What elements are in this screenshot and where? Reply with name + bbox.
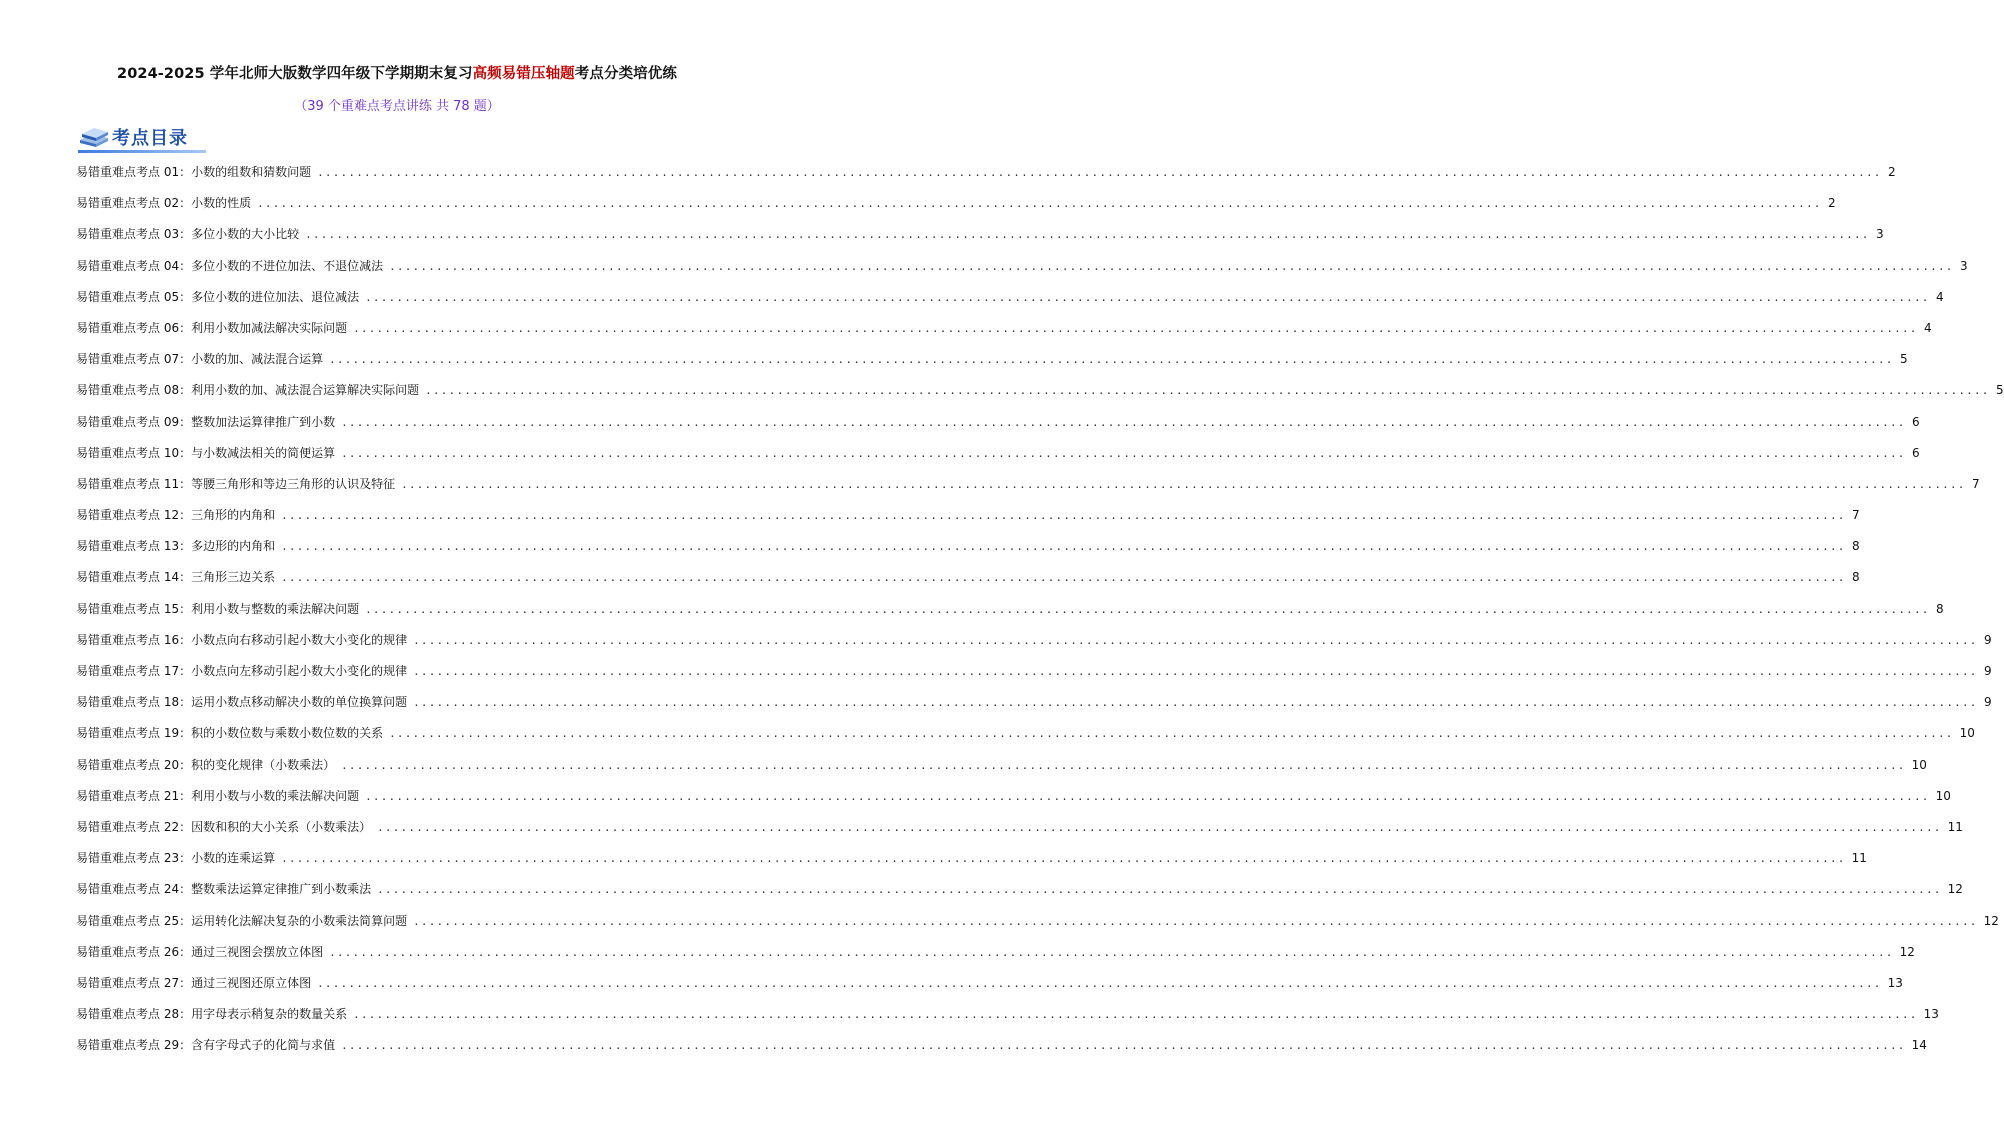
toc-page-number: 12	[1947, 882, 1963, 897]
toc-page-number: 5	[1899, 352, 1908, 367]
toc-dot-leader: ........................................................................................................................................................................................................	[341, 446, 1906, 460]
page-title	[0, 62, 794, 83]
title-prefix: 2024-2025 学年北师大版数学四年级下学期期末复习	[117, 66, 473, 82]
toc-entry-label: 易错重难点考点 08：利用小数的加、减法混合运算解决实际问题	[76, 383, 420, 398]
toc-dot-leader: ........................................................................................................................................................................................................	[341, 758, 1906, 772]
toc-dot-leader: ........................................................................................................................................................................................................	[317, 976, 1882, 990]
toc-page-number: 6	[1911, 414, 1920, 429]
toc-entry[interactable]	[76, 413, 1920, 444]
toc-dot-leader: ........................................................................................................................................................................................................	[305, 228, 1870, 242]
toc-dot-leader: ........................................................................................................................................................................................................	[353, 1008, 1918, 1022]
toc-entry-label: 易错重难点考点 01：小数的组数和猜数问题	[76, 165, 312, 179]
toc-entry-label: 易错重难点考点 25：运用转化法解决复杂的小数乘法简算问题	[76, 913, 408, 928]
toc-page-number: 10	[1959, 726, 1975, 741]
toc-page-number: 3	[1959, 258, 1968, 273]
toc-entry-label: 易错重难点考点 20：积的变化规律（小数乘法）	[76, 757, 336, 772]
toc-entry-label: 易错重难点考点 28：用字母表示稍复杂的数量关系	[76, 1007, 348, 1022]
toc-entry-label: 易错重难点考点 18：运用小数点移动解决小数的单位换算问题	[76, 695, 408, 710]
toc-page-number: 8	[1935, 601, 1944, 616]
toc-page-number: 4	[1923, 320, 1932, 335]
toc-dot-leader: ........................................................................................................................................................................................................	[341, 1039, 1906, 1053]
toc-dot-leader: ........................................................................................................................................................................................................	[365, 602, 1930, 616]
toc-entry-label: 易错重难点考点 22：因数和积的大小关系（小数乘法）	[76, 819, 372, 834]
toc-dot-leader: ........................................................................................................................................................................................................	[377, 820, 1942, 834]
toc-entry-label: 易错重难点考点 06：利用小数加减法解决实际问题	[76, 320, 348, 335]
toc-entry-label: 易错重难点考点 03：多位小数的大小比较	[76, 227, 300, 242]
toc-entry-label: 易错重难点考点 21：利用小数与小数的乘法解决问题	[76, 788, 360, 803]
toc-entry-label: 易错重难点考点 15：利用小数与整数的乘法解决问题	[76, 601, 360, 616]
toc-page-number: 12	[1983, 913, 1999, 928]
title-highlight: 高频易错压轴题	[472, 66, 575, 82]
toc-entry-label: 易错重难点考点 13：多边形的内角和	[76, 539, 276, 554]
toc-dot-leader: ........................................................................................................................................................................................................	[389, 727, 1954, 741]
toc-entry-label: 易错重难点考点 02：小数的性质	[76, 196, 252, 211]
toc-entry[interactable]	[76, 225, 1884, 256]
toc-dot-leader: ........................................................................................................................................................................................................	[281, 540, 1846, 554]
toc-dot-leader: ........................................................................................................................................................................................................	[377, 883, 1942, 897]
toc-dot-leader: ........................................................................................................................................................................................................	[413, 665, 1978, 678]
toc-page-number: 2	[1887, 165, 1896, 179]
toc-dot-leader: ........................................................................................................................................................................................................	[329, 353, 1894, 367]
toc-heading	[78, 122, 206, 154]
toc-page-number: 6	[1911, 445, 1920, 460]
toc-entry[interactable]	[76, 1005, 1939, 1036]
toc-entry[interactable]	[76, 194, 1836, 225]
toc-entry[interactable]	[76, 943, 1915, 974]
toc-dot-leader: ........................................................................................................................................................................................................	[341, 415, 1906, 429]
toc-entry-label: 易错重难点考点 11：等腰三角形和等边三角形的认识及特征	[76, 476, 396, 491]
toc-entry[interactable]	[76, 600, 1944, 631]
toc-entry[interactable]	[76, 849, 1867, 880]
toc-entry-label: 易错重难点考点 23：小数的连乘运算	[76, 851, 276, 866]
toc-entry-label: 易错重难点考点 12：三角形的内角和	[76, 508, 276, 523]
toc-entry[interactable]	[76, 693, 1992, 724]
toc-entry[interactable]	[76, 350, 1908, 381]
toc-dot-leader: ........................................................................................................................................................................................................	[425, 384, 1990, 398]
toc-page-number: 11	[1947, 819, 1963, 834]
toc-page-number: 5	[1995, 383, 2004, 398]
toc-entry[interactable]	[76, 756, 1927, 787]
toc-dot-leader: ........................................................................................................................................................................................................	[257, 197, 1822, 211]
toc-page-number: 7	[1971, 476, 1980, 491]
toc-page-number: 11	[1851, 851, 1867, 866]
toc-entry[interactable]	[76, 631, 1992, 662]
toc-entry[interactable]	[76, 880, 1963, 911]
toc-page-number: 8	[1851, 570, 1860, 585]
toc-entry[interactable]	[76, 163, 1896, 194]
toc-page-number: 9	[1983, 664, 1992, 678]
toc-dot-leader: ........................................................................................................................................................................................................	[281, 571, 1846, 585]
toc-entry-label: 易错重难点考点 09：整数加法运算律推广到小数	[76, 414, 336, 429]
toc-entry-label: 易错重难点考点 14：三角形三边关系	[76, 570, 276, 585]
toc-entry[interactable]	[76, 818, 1963, 849]
toc-entry[interactable]	[76, 475, 1980, 506]
toc-entry[interactable]	[76, 319, 1932, 350]
toc-entry-label: 易错重难点考点 27：通过三视图还原立体图	[76, 975, 312, 990]
toc-entry[interactable]	[76, 912, 1999, 943]
page-subtitle: （39 个重难点考点讲练 共 78 题）	[294, 99, 500, 114]
toc-page-number: 8	[1851, 539, 1860, 554]
toc-entry[interactable]	[76, 288, 1944, 319]
title-suffix: 考点分类培优练	[574, 66, 677, 82]
toc-entry-label: 易错重难点考点 05：多位小数的进位加法、退位减法	[76, 289, 360, 304]
toc-dot-leader: ........................................................................................................................................................................................................	[413, 914, 1978, 928]
toc-entry[interactable]	[76, 444, 1920, 475]
toc-entry[interactable]	[76, 1036, 1927, 1067]
toc-dot-leader: ........................................................................................................................................................................................................	[389, 259, 1954, 273]
toc-entry[interactable]	[76, 974, 1903, 1005]
toc-dot-leader: ........................................................................................................................................................................................................	[365, 789, 1930, 803]
toc-page-number: 3	[1875, 227, 1884, 242]
toc-entry[interactable]	[76, 537, 1860, 568]
toc-entry[interactable]	[76, 506, 1860, 537]
toc-label: 考点目录	[112, 128, 188, 149]
toc-entry[interactable]	[76, 787, 1951, 818]
toc-page-number: 14	[1911, 1038, 1927, 1053]
toc-page-number: 9	[1983, 632, 1992, 647]
toc-entry-label: 易错重难点考点 19：积的小数位数与乘数小数位数的关系	[76, 726, 384, 741]
toc-entry-label: 易错重难点考点 26：通过三视图会摆放立体图	[76, 944, 324, 959]
toc-entry[interactable]	[76, 662, 1992, 693]
toc-dot-leader: ........................................................................................................................................................................................................	[365, 290, 1930, 304]
toc-page-number: 4	[1935, 289, 1944, 304]
toc-page-number: 13	[1887, 975, 1903, 990]
toc-page-number: 10	[1935, 788, 1951, 803]
toc-entry-label: 易错重难点考点 17：小数点向左移动引起小数大小变化的规律	[76, 664, 408, 678]
toc-dot-leader: ........................................................................................................................................................................................................	[329, 945, 1894, 959]
table-of-contents	[76, 163, 2004, 1067]
toc-entry-label: 易错重难点考点 07：小数的加、减法混合运算	[76, 352, 324, 367]
toc-page-number: 10	[1911, 757, 1927, 772]
toc-dot-leader: ........................................................................................................................................................................................................	[281, 509, 1846, 523]
toc-page-number: 9	[1983, 695, 1992, 710]
toc-dot-leader: ........................................................................................................................................................................................................	[401, 477, 1966, 491]
books-icon	[78, 126, 110, 148]
toc-page-number: 7	[1851, 508, 1860, 523]
toc-dot-leader: ........................................................................................................................................................................................................	[413, 633, 1978, 647]
toc-page-number: 13	[1923, 1007, 1939, 1022]
toc-entry-label: 易错重难点考点 04：多位小数的不进位加法、不退位减法	[76, 258, 384, 273]
toc-entry-label: 易错重难点考点 10：与小数减法相关的简便运算	[76, 445, 336, 460]
toc-dot-leader: ........................................................................................................................................................................................................	[353, 321, 1918, 335]
toc-entry[interactable]	[76, 381, 2004, 412]
toc-dot-leader: ........................................................................................................................................................................................................	[413, 696, 1978, 710]
toc-entry-label: 易错重难点考点 16：小数点向右移动引起小数大小变化的规律	[76, 632, 408, 647]
toc-entry[interactable]	[76, 568, 1860, 599]
toc-entry[interactable]	[76, 257, 1968, 288]
toc-page-number: 2	[1827, 196, 1836, 211]
toc-page-number: 12	[1899, 944, 1915, 959]
toc-entry-label: 易错重难点考点 29：含有字母式子的化简与求值	[76, 1038, 336, 1053]
toc-entry[interactable]	[76, 724, 1975, 755]
toc-dot-leader: ........................................................................................................................................................................................................	[317, 166, 1882, 179]
toc-entry-label: 易错重难点考点 24：整数乘法运算定律推广到小数乘法	[76, 882, 372, 897]
toc-dot-leader: ........................................................................................................................................................................................................	[281, 852, 1846, 866]
toc-underline	[78, 150, 206, 153]
